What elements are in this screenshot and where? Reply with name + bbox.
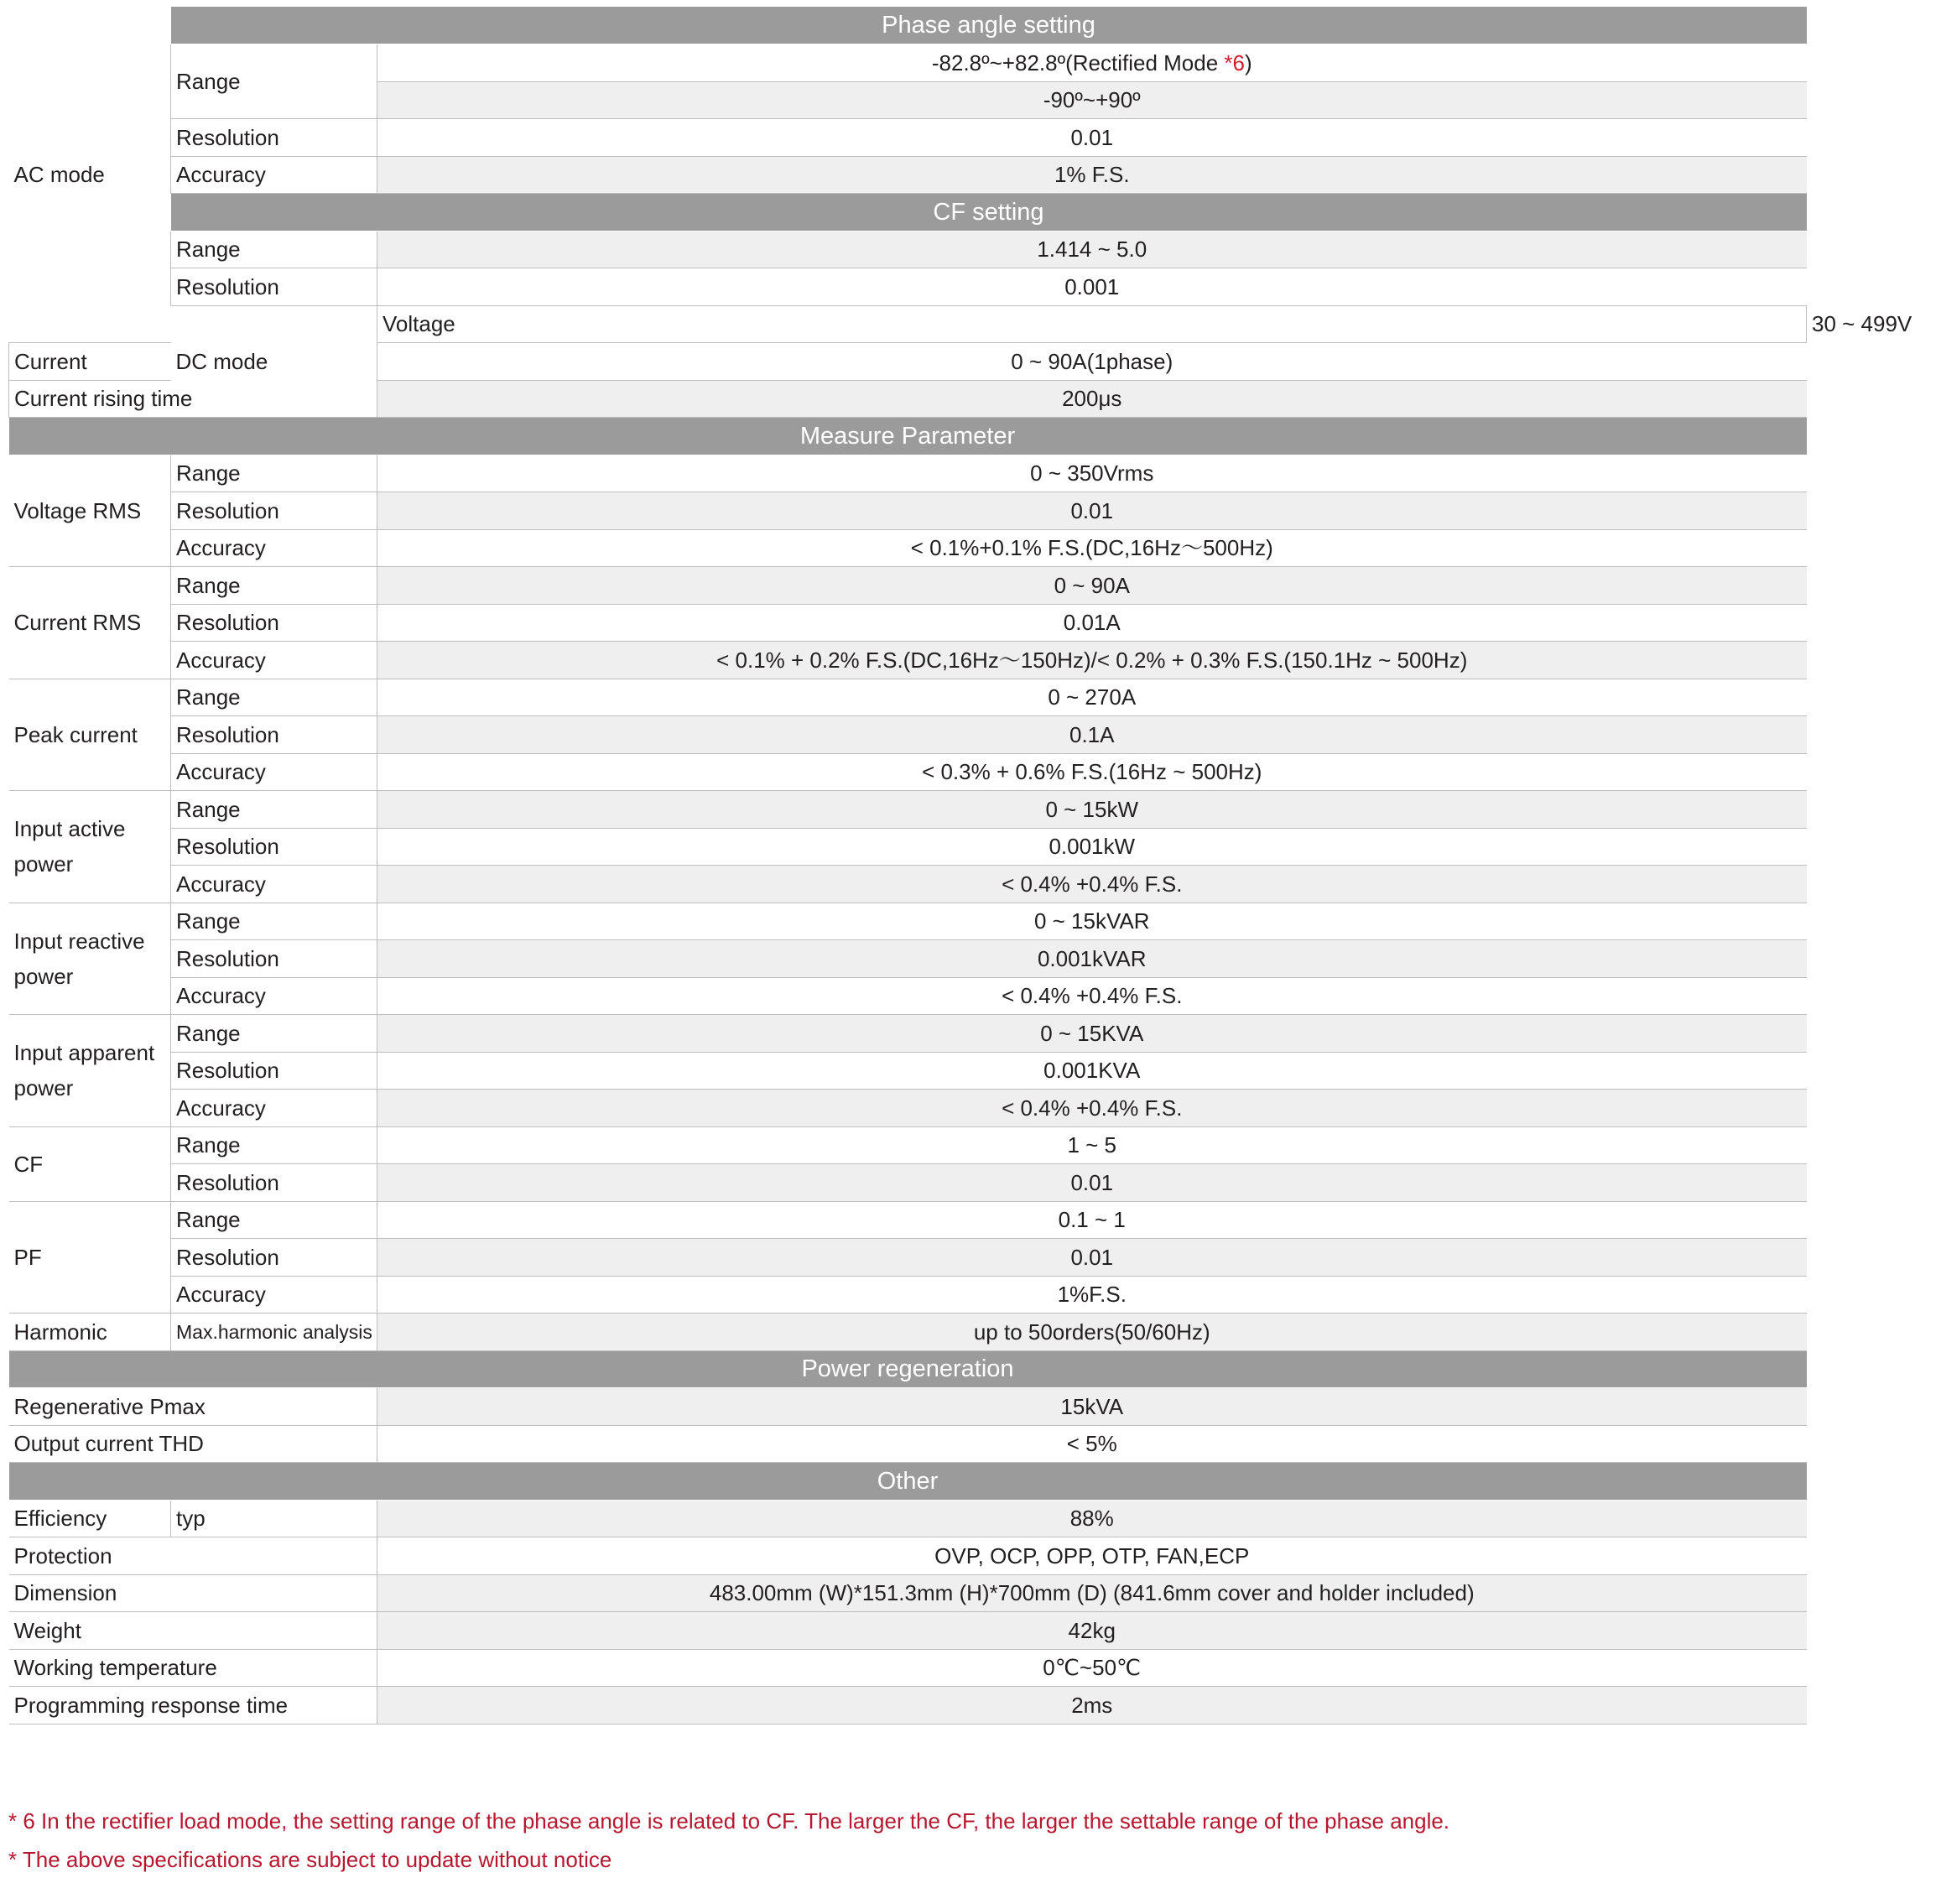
peak-accuracy-label: Accuracy [171, 753, 377, 791]
cf-range-value: 1.414 ~ 5.0 [377, 231, 1807, 268]
active-resolution-value: 0.001kW [377, 828, 1807, 866]
reactive-range-value: 0 ~ 15kVAR [377, 903, 1807, 940]
reactive-resolution-label: Resolution [171, 940, 377, 978]
group-harmonic: Harmonic [9, 1314, 171, 1351]
cf-meas-resolution-value: 0.01 [377, 1164, 1807, 1202]
peak-range-label: Range [171, 679, 377, 716]
cf-meas-resolution-label: Resolution [171, 1164, 377, 1202]
reactive-range-label: Range [171, 903, 377, 940]
cf-resolution-label: Resolution [171, 268, 377, 306]
table-row [9, 642, 1807, 679]
dc-current-value: 0 ~ 90A(1phase) [377, 343, 1807, 381]
table-row [9, 1612, 1807, 1650]
reactive-resolution-value: 0.001kVAR [377, 940, 1807, 978]
weight-label: Weight [9, 1612, 377, 1650]
table-row [9, 866, 1807, 903]
table-row [9, 679, 1807, 716]
pf-range-label: Range [171, 1201, 377, 1239]
table-row [9, 791, 1807, 829]
group-input-apparent-power: Input apparent power [9, 1015, 171, 1127]
irms-accuracy-value: < 0.1% + 0.2% F.S.(DC,16Hz～150Hz)/< 0.2% + 0.3% F.S.(150.1Hz ~ 500Hz) [377, 642, 1807, 679]
table-row [9, 1537, 1807, 1575]
phase-resolution-value: 0.01 [377, 119, 1807, 157]
table-row [9, 455, 1807, 492]
group-input-reactive-power: Input reactive power [9, 903, 171, 1015]
table-row [9, 1015, 1807, 1053]
footnote-6: * 6 In the rectifier load mode, the setting range of the phase angle is related to CF. The larger the CF, the larger the settable range of the phase angle. [8, 1808, 1450, 1834]
peak-resolution-label: Resolution [171, 716, 377, 754]
irms-range-value: 0 ~ 90A [377, 567, 1807, 605]
table-row [9, 231, 1807, 268]
irms-resolution-value: 0.01A [377, 604, 1807, 642]
table-row [9, 1239, 1807, 1277]
apparent-resolution-label: Resolution [171, 1052, 377, 1090]
table-row [9, 492, 1807, 530]
prog-response-label: Programming response time [9, 1687, 377, 1725]
phase-range-label: Range [171, 44, 377, 119]
section-row [9, 194, 1807, 231]
phase-range-normal: -90º~+90º [377, 81, 1807, 119]
section-row [9, 418, 1807, 455]
active-range-value: 0 ~ 15kW [377, 791, 1807, 829]
phase-accuracy-value: 1% F.S. [377, 156, 1807, 194]
table-row [9, 529, 1807, 567]
table-row [9, 156, 1807, 194]
harmonic-value: up to 50orders(50/60Hz) [377, 1314, 1807, 1351]
apparent-accuracy-value: < 0.4% +0.4% F.S. [377, 1090, 1807, 1127]
section-row [9, 7, 1807, 44]
footnote-ref: *6 [1224, 49, 1245, 75]
reactive-accuracy-value: < 0.4% +0.4% F.S. [377, 977, 1807, 1015]
table-row [9, 1126, 1807, 1164]
group-input-active-power: Input active power [9, 791, 171, 903]
prog-response-value: 2ms [377, 1687, 1807, 1725]
efficiency-label: Efficiency [9, 1500, 171, 1537]
output-thd-label: Output current THD [9, 1425, 377, 1463]
phase-range-rectified: -82.8º~+82.8º(Rectified Mode *6) [377, 44, 1807, 82]
dc-current-label: Current [9, 343, 171, 381]
table-row [9, 1649, 1807, 1687]
regen-pmax-value: 15kVA [377, 1388, 1807, 1426]
table-row [9, 753, 1807, 791]
table-row [9, 1052, 1807, 1090]
pf-accuracy-label: Accuracy [171, 1276, 377, 1314]
section-other: Other [9, 1463, 1807, 1501]
section-phase-angle-setting: Phase angle setting [171, 7, 1807, 44]
footnote-update-notice: * The above specifications are subject to update without notice [8, 1847, 612, 1872]
table-row [9, 567, 1807, 605]
weight-value: 42kg [377, 1612, 1807, 1650]
active-accuracy-label: Accuracy [171, 866, 377, 903]
efficiency-value: 88% [377, 1500, 1807, 1537]
dimension-label: Dimension [9, 1574, 377, 1612]
table-row [9, 828, 1807, 866]
footnotes [8, 1808, 1854, 1886]
reactive-accuracy-label: Accuracy [171, 977, 377, 1015]
section-power-regeneration: Power regeneration [9, 1350, 1807, 1388]
table-row [9, 977, 1807, 1015]
peak-accuracy-value: < 0.3% + 0.6% F.S.(16Hz ~ 500Hz) [377, 753, 1807, 791]
table-row [9, 940, 1807, 978]
phase-accuracy-label: Accuracy [171, 156, 377, 194]
vrms-range-value: 0 ~ 350Vrms [377, 455, 1807, 492]
dimension-value: 483.00mm (W)*151.3mm (H)*700mm (D) (841.6mm cover and holder included) [377, 1574, 1807, 1612]
vrms-resolution-value: 0.01 [377, 492, 1807, 530]
irms-resolution-label: Resolution [171, 604, 377, 642]
table-row [9, 1090, 1807, 1127]
table-row [9, 1276, 1807, 1314]
dc-voltage-label: Voltage [377, 305, 1807, 343]
group-ac-mode: AC mode [9, 7, 171, 343]
pf-resolution-label: Resolution [171, 1239, 377, 1277]
section-row [9, 1463, 1807, 1501]
protection-label: Protection [9, 1537, 377, 1575]
dc-rising-time-value: 200μs [377, 380, 1807, 418]
group-voltage-rms: Voltage RMS [9, 455, 171, 567]
pf-range-value: 0.1 ~ 1 [377, 1201, 1807, 1239]
table-row [9, 1201, 1807, 1239]
table-row [9, 1314, 1807, 1351]
protection-value: OVP, OCP, OPP, OTP, FAN,ECP [377, 1537, 1807, 1575]
cf-resolution-value: 0.001 [377, 268, 1807, 306]
apparent-range-value: 0 ~ 15KVA [377, 1015, 1807, 1053]
active-accuracy-value: < 0.4% +0.4% F.S. [377, 866, 1807, 903]
group-current-rms: Current RMS [9, 567, 171, 679]
cf-meas-range-label: Range [171, 1126, 377, 1164]
apparent-range-label: Range [171, 1015, 377, 1053]
table-row [9, 44, 1807, 82]
section-cf-setting: CF setting [171, 194, 1807, 231]
pf-accuracy-value: 1%F.S. [377, 1276, 1807, 1314]
peak-range-value: 0 ~ 270A [377, 679, 1807, 716]
table-row [9, 268, 1807, 306]
table-row [9, 716, 1807, 754]
apparent-accuracy-label: Accuracy [171, 1090, 377, 1127]
harmonic-label: Max.harmonic analysis [171, 1314, 377, 1351]
table-row [9, 903, 1807, 940]
spec-table [8, 7, 1912, 1725]
phase-resolution-label: Resolution [171, 119, 377, 157]
cf-range-label: Range [171, 231, 377, 268]
table-row [9, 1500, 1807, 1537]
working-temp-label: Working temperature [9, 1649, 377, 1687]
dc-rising-time-label: Current rising time [9, 380, 171, 418]
table-row: DC mode Voltage 30 ~ 499V [9, 305, 1807, 343]
efficiency-typ-label: typ [171, 1500, 377, 1537]
irms-accuracy-label: Accuracy [171, 642, 377, 679]
vrms-range-label: Range [171, 455, 377, 492]
section-measure-parameter: Measure Parameter [9, 418, 1807, 455]
irms-range-label: Range [171, 567, 377, 605]
vrms-resolution-label: Resolution [171, 492, 377, 530]
vrms-accuracy-label: Accuracy [171, 529, 377, 567]
vrms-accuracy-value: < 0.1%+0.1% F.S.(DC,16Hz～500Hz) [377, 529, 1807, 567]
table-row [9, 1574, 1807, 1612]
section-row [9, 1350, 1807, 1388]
pf-resolution-value: 0.01 [377, 1239, 1807, 1277]
output-thd-value: < 5% [377, 1425, 1807, 1463]
working-temp-value: 0℃~50℃ [377, 1649, 1807, 1687]
table-row [9, 1164, 1807, 1202]
group-pf: PF [9, 1201, 171, 1314]
group-dc-mode: DC mode [171, 305, 377, 418]
active-range-label: Range [171, 791, 377, 829]
cf-meas-range-value: 1 ~ 5 [377, 1126, 1807, 1164]
group-peak-current: Peak current [9, 679, 171, 791]
table-row [9, 1425, 1807, 1463]
regen-pmax-label: Regenerative Pmax [9, 1388, 377, 1426]
apparent-resolution-value: 0.001KVA [377, 1052, 1807, 1090]
active-resolution-label: Resolution [171, 828, 377, 866]
table-row [9, 1388, 1807, 1426]
table-row [9, 1687, 1807, 1725]
table-row [9, 119, 1807, 157]
group-cf: CF [9, 1126, 171, 1201]
table-row [9, 604, 1807, 642]
peak-resolution-value: 0.1A [377, 716, 1807, 754]
